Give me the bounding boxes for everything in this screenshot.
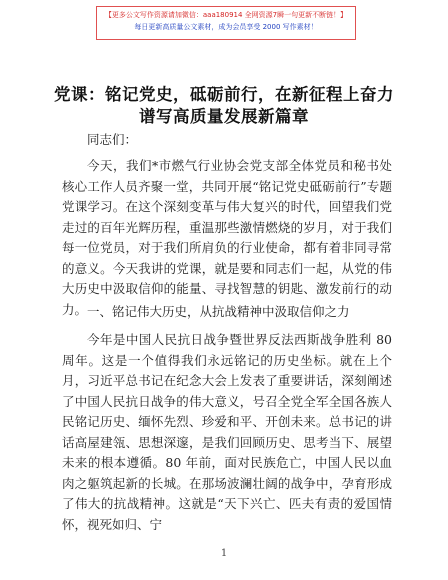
banner-line-1: 【更多公文写作资源请加微信：aaa180914 全网资源7瞬一句更新不断链！】 [104, 11, 348, 19]
section-heading-1: 一、铭记伟大历史，从抗战精神中汲取信仰之力 [87, 304, 350, 319]
paragraph-history: 今年是中国人民抗日战争暨世界反法西斯战争胜利 80 周年。这是一个值得我们永远铭记的历史坐标。就在上个月，习近平总书记在纪念大会上发表了重要讲话，深刻阐述了中国人民抗日战争的伟大意义，号召全党全军全国各族人民铭记历史、缅怀先烈、珍爱和平、开创未来。总书记的讲话高屋建瓴、思想深邃，是我们回顾历史、思考当下、展望未来的根本遵循。80 年前，面对民族危亡，中国人民以血肉之躯筑起新的长城。在那场波澜壮阔的战争中，孕育形成了伟大的抗战精神。这就是“天下兴亡、匹夫有责的爱国情怀，视死如归、宁 [62, 332, 392, 532]
promo-banner [96, 6, 356, 40]
page-number: 1 [220, 548, 228, 559]
salutation: 同志们： [87, 132, 138, 147]
title-line-2: 谱写高质量发展新篇章 [139, 107, 309, 126]
banner-line-2: 每日更新高质量公文素材，成为会员享受 2000 写作素材！ [134, 23, 318, 31]
document-title [40, 84, 408, 128]
paragraph-intro: 今天，我们*市燃气行业协会党支部全体党员和秘书处核心工作人员齐聚一堂，共同开展“铭记党史砥砺前行”专题党课学习。在这个深刻变革与伟大复兴的时代，回望我们党走过的百年光辉历程，重温那些激情燃烧的岁月，对于我们每一位党员，对于我们所肩负的行业使命，都有着非同寻常的意义。今天我讲的党课，就是要和同志们一起，从党的伟大历史中汲取信仰的能量、寻找智慧的钥匙、激发前行的动力。 [62, 158, 392, 317]
title-line-1: 党课：铭记党史，砥砺前行，在新征程上奋力 [54, 85, 394, 104]
